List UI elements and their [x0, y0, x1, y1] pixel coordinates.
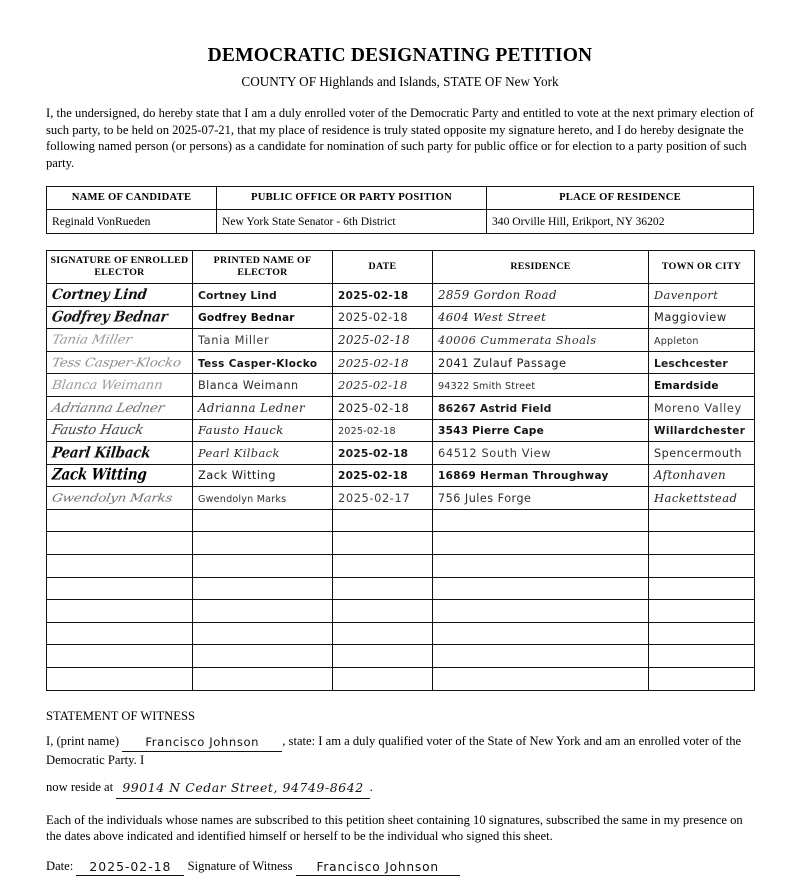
date-cell[interactable] [333, 306, 433, 329]
empty-cell[interactable] [47, 645, 193, 668]
empty-cell[interactable] [193, 555, 333, 578]
table-row [47, 306, 755, 329]
signature-cell[interactable] [47, 351, 193, 374]
signature-cell[interactable] [47, 329, 193, 352]
empty-cell[interactable] [433, 577, 649, 600]
town-cell[interactable] [649, 283, 755, 306]
signature-cell-text: Zack Witting [51, 466, 148, 485]
residence-cell[interactable] [433, 329, 649, 352]
witness-signature-label: Signature of Witness [187, 859, 293, 874]
witness-print-name-label: I, (print name) [46, 733, 120, 748]
header-signature-of-enrolled-elector: SIGNATURE OF ENROLLED ELECTOR [47, 250, 193, 283]
header-public-office: PUBLIC OFFICE OR PARTY POSITION [217, 186, 487, 209]
signature-cell[interactable] [47, 374, 193, 397]
residence-cell[interactable] [433, 396, 649, 419]
date-cell-text: 2025-02-18 [338, 355, 409, 370]
signature-cell-text: Blanca Weimann [51, 378, 164, 393]
empty-cell[interactable] [433, 509, 649, 532]
date-cell[interactable] [333, 442, 433, 465]
header-place-of-residence: PLACE OF RESIDENCE [487, 186, 754, 209]
empty-cell[interactable] [333, 532, 433, 555]
empty-cell[interactable] [193, 622, 333, 645]
empty-cell[interactable] [193, 600, 333, 623]
statement-of-witness-heading: STATEMENT OF WITNESS [46, 708, 195, 723]
residence-cell-text: 64512 South View [438, 445, 552, 460]
printed-name-cell[interactable] [193, 487, 333, 510]
header-name-of-candidate: NAME OF CANDIDATE [47, 186, 217, 209]
town-cell[interactable] [649, 374, 755, 397]
printed-name-cell-text: Fausto Hauck [198, 423, 284, 438]
printed-name-cell-text: Tania Miller [198, 332, 270, 347]
table-row-empty [47, 600, 755, 623]
table-row-empty [47, 509, 755, 532]
empty-cell[interactable] [649, 600, 755, 623]
header-town-or-city: TOWN OR CITY [649, 250, 755, 283]
date-cell-text: 2025-02-18 [338, 378, 408, 393]
signature-cell-text: Godfrey Bednar [50, 308, 169, 327]
candidate-office-cell: New York State Senator - 6th District [217, 209, 487, 233]
residence-cell[interactable] [433, 351, 649, 374]
empty-cell[interactable] [649, 532, 755, 555]
town-cell-text: Willardchester [654, 425, 746, 438]
witness-address-line-suffix: . [369, 779, 373, 794]
empty-cell[interactable] [333, 577, 433, 600]
printed-name-cell-text: Gwendolyn Marks [198, 494, 287, 506]
town-cell-text: Maggioview [654, 310, 727, 325]
empty-cell[interactable] [649, 555, 755, 578]
empty-cell[interactable] [649, 622, 755, 645]
town-cell[interactable] [649, 464, 755, 487]
table-row-empty [47, 555, 755, 578]
candidate-row [47, 209, 754, 233]
table-row [47, 396, 755, 419]
date-cell[interactable] [333, 283, 433, 306]
table-row [47, 283, 755, 306]
date-cell[interactable] [333, 329, 433, 352]
empty-cell[interactable] [649, 645, 755, 668]
residence-cell-text: 3543 Pierre Cape [438, 425, 544, 438]
table-row [47, 374, 755, 397]
witness-signature-field[interactable]: Francisco Johnson [296, 860, 460, 876]
candidate-table [46, 186, 754, 234]
empty-cell[interactable] [47, 622, 193, 645]
residence-cell-text: 86267 Astrid Field [438, 401, 552, 415]
empty-cell[interactable] [333, 509, 433, 532]
printed-name-cell-text: Adrianna Ledner [198, 400, 306, 415]
header-date: DATE [333, 250, 433, 283]
town-cell-text: Davenport [654, 287, 719, 302]
town-cell[interactable] [649, 487, 755, 510]
printed-name-cell[interactable] [193, 419, 333, 442]
printed-name-cell-text: Blanca Weimann [198, 379, 299, 393]
table-row [47, 329, 755, 352]
residence-cell-text: 2859 Gordon Road [438, 287, 557, 302]
empty-cell[interactable] [193, 532, 333, 555]
empty-cell[interactable] [193, 645, 333, 668]
empty-cell[interactable] [193, 577, 333, 600]
empty-cell[interactable] [333, 600, 433, 623]
town-cell-text: Spencermouth [654, 446, 742, 460]
signature-cell-text: Adrianna Ledner [50, 401, 166, 416]
signature-cell[interactable] [47, 283, 193, 306]
residence-cell[interactable] [433, 374, 649, 397]
date-cell[interactable] [333, 374, 433, 397]
printed-name-cell[interactable] [193, 442, 333, 465]
witness-address-field[interactable]: 99014 N Cedar Street, 94749-8642 [116, 779, 369, 799]
signature-table [46, 250, 755, 691]
empty-cell[interactable] [193, 509, 333, 532]
table-row-empty [47, 577, 755, 600]
signature-cell[interactable] [47, 442, 193, 465]
town-cell-text: Leschcester [654, 356, 728, 370]
printed-name-cell-text: Cortney Lind [198, 288, 277, 302]
empty-cell[interactable] [47, 509, 193, 532]
residence-cell[interactable] [433, 442, 649, 465]
date-cell-text: 2025-02-18 [338, 446, 409, 460]
empty-cell[interactable] [333, 645, 433, 668]
empty-cell[interactable] [433, 622, 649, 645]
witness-body-text: Each of the individuals whose names are subscribed to this petition sheet containing 10 signatures, subscribed the same in my presence on the dates above indicated and identified himself or herself to be the individual who signed this sheet. [46, 812, 743, 844]
date-cell-text: 2025-02-17 [338, 491, 411, 506]
table-row [47, 351, 755, 374]
town-cell-text: Hackettstead [654, 491, 738, 506]
town-cell[interactable] [649, 419, 755, 442]
candidate-table-header-row [47, 186, 754, 209]
witness-date-label: Date: [46, 859, 74, 874]
witness-reside-label: now reside at [46, 779, 114, 794]
printed-name-cell[interactable] [193, 396, 333, 419]
printed-name-cell[interactable] [193, 306, 333, 329]
signature-cell-text: Cortney Lind [51, 286, 148, 304]
witness-date-signature-row [46, 858, 754, 875]
signature-cell-text: Pearl Kilback [50, 443, 152, 462]
date-cell[interactable] [333, 464, 433, 487]
printed-name-cell[interactable] [193, 374, 333, 397]
candidate-name-cell: Reginald VonRueden [47, 209, 217, 233]
town-cell[interactable] [649, 351, 755, 374]
table-row-empty [47, 532, 755, 555]
header-residence: RESIDENCE [433, 250, 649, 283]
petition-page [0, 45, 800, 875]
witness-address-line [46, 778, 754, 798]
residence-cell[interactable] [433, 464, 649, 487]
table-row [47, 442, 755, 465]
empty-cell[interactable] [47, 668, 193, 691]
printed-name-cell[interactable] [193, 283, 333, 306]
empty-cell[interactable] [47, 555, 193, 578]
town-cell[interactable] [649, 329, 755, 352]
town-cell[interactable] [649, 306, 755, 329]
printed-name-cell[interactable] [193, 464, 333, 487]
empty-cell[interactable] [47, 532, 193, 555]
empty-cell[interactable] [649, 577, 755, 600]
signature-table-header-row [47, 250, 755, 283]
printed-name-cell-text: Godfrey Bednar [198, 312, 295, 325]
signature-cell-text: Gwendolyn Marks [50, 492, 174, 505]
empty-cell[interactable] [333, 555, 433, 578]
page-subtitle: COUNTY OF Highlands and Islands, STATE OF New York [241, 74, 559, 89]
witness-name-line-suffix: , state: I am a duly qualified voter of the State of New York and am an enrolled voter of the Democratic Party. I [46, 733, 742, 768]
empty-cell[interactable] [193, 668, 333, 691]
table-row-empty [47, 645, 755, 668]
header-printed-name-of-elector: PRINTED NAME OF ELECTOR [193, 250, 333, 283]
printed-name-cell-text: Tess Casper-Klocko [198, 357, 318, 370]
empty-cell[interactable] [433, 532, 649, 555]
residence-cell-text: 756 Jules Forge [438, 492, 532, 506]
date-cell[interactable] [333, 396, 433, 419]
table-row [47, 487, 755, 510]
empty-cell[interactable] [433, 600, 649, 623]
town-cell[interactable] [649, 442, 755, 465]
signature-cell[interactable] [47, 464, 193, 487]
date-cell[interactable] [333, 351, 433, 374]
page-title: DEMOCRATIC DESIGNATING PETITION [207, 45, 593, 66]
residence-cell[interactable] [433, 487, 649, 510]
printed-name-cell-text: Zack Witting [198, 468, 276, 483]
date-cell-text: 2025-02-18 [338, 332, 411, 347]
witness-printed-name-field[interactable]: Francisco Johnson [122, 734, 282, 753]
date-cell[interactable] [333, 487, 433, 510]
empty-cell[interactable] [433, 668, 649, 691]
empty-cell[interactable] [649, 668, 755, 691]
empty-cell[interactable] [47, 600, 193, 623]
empty-cell[interactable] [47, 577, 193, 600]
signature-cell-text: Fausto Hauck [50, 423, 145, 439]
residence-cell-text: 4604 West Street [438, 310, 547, 325]
preamble-text: I, the undersigned, do hereby state that I am a duly enrolled voter of the Democratic Party and entitled to vote at the next primary election of such party, to be held on 2025-07-21, that my place of residence is truly stated opposite my signature hereto, and I do hereby designate the following named person (or persons) as a candidate for nomination of such party for public office or for election to a party position of such party. [46, 106, 754, 171]
empty-cell[interactable] [333, 668, 433, 691]
town-cell-text: Emardside [654, 380, 719, 393]
town-cell-text: Aftonhaven [654, 468, 726, 483]
date-cell-text: 2025-02-18 [338, 311, 409, 325]
table-row [47, 464, 755, 487]
empty-cell[interactable] [649, 509, 755, 532]
residence-cell[interactable] [433, 419, 649, 442]
signature-table-body [47, 283, 755, 690]
date-cell[interactable] [333, 419, 433, 442]
table-row [47, 419, 755, 442]
signature-cell[interactable] [47, 487, 193, 510]
candidate-residence-cell: 340 Orville Hill, Erikport, NY 36202 [487, 209, 754, 233]
witness-date-field[interactable]: 2025-02-18 [76, 859, 184, 876]
empty-cell[interactable] [433, 555, 649, 578]
residence-cell-text: 2041 Zulauf Passage [438, 355, 567, 370]
witness-name-line [46, 732, 754, 770]
signature-cell-text: Tania Miller [50, 333, 133, 348]
signature-cell[interactable] [47, 419, 193, 442]
town-cell-text: Appleton [654, 335, 699, 347]
printed-name-cell[interactable] [193, 329, 333, 352]
town-cell[interactable] [649, 396, 755, 419]
signature-cell[interactable] [47, 306, 193, 329]
residence-cell[interactable] [433, 306, 649, 329]
printed-name-cell-text: Pearl Kilback [198, 445, 280, 460]
printed-name-cell[interactable] [193, 351, 333, 374]
date-cell-text: 2025-02-18 [338, 289, 409, 302]
town-cell-text: Moreno Valley [654, 400, 742, 415]
date-cell-text: 2025-02-18 [338, 426, 396, 438]
residence-cell[interactable] [433, 283, 649, 306]
residence-cell-text: 40006 Cummerata Shoals [438, 332, 597, 347]
date-cell-text: 2025-02-18 [338, 470, 408, 483]
signature-cell[interactable] [47, 396, 193, 419]
table-row-empty [47, 668, 755, 691]
empty-cell[interactable] [333, 622, 433, 645]
table-row-empty [47, 622, 755, 645]
empty-cell[interactable] [433, 645, 649, 668]
residence-cell-text: 94322 Smith Street [438, 381, 536, 393]
date-cell-text: 2025-02-18 [338, 400, 410, 415]
residence-cell-text: 16869 Herman Throughway [438, 470, 609, 483]
signature-cell-text: Tess Casper-Klocko [50, 356, 182, 370]
